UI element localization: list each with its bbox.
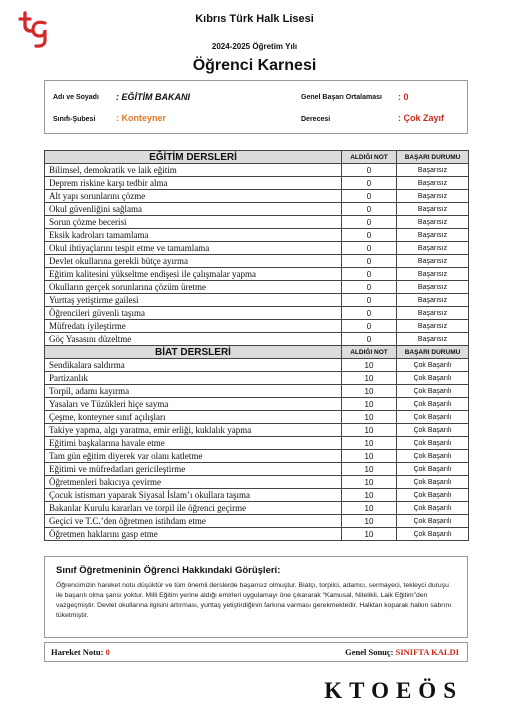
grade-value: 10 <box>342 398 397 411</box>
table-row <box>45 229 469 242</box>
status-value: Çok Başarılı <box>397 437 469 450</box>
result-label: Genel Sonuç: <box>345 647 394 657</box>
subject-name: Öğretmenleri bakıcıya çevirme <box>45 476 342 489</box>
table-row <box>45 385 469 398</box>
status-value: Çok Başarılı <box>397 411 469 424</box>
status-value: Çok Başarılı <box>397 489 469 502</box>
grade-value: 0 <box>342 255 397 268</box>
status-value: Çok Başarılı <box>397 359 469 372</box>
status-column-header: BAŞARI DURUMU <box>397 151 469 164</box>
table-row <box>45 333 469 346</box>
table-row <box>45 294 469 307</box>
status-value: Başarısız <box>397 242 469 255</box>
grade-column-header: ALDIĞI NOT <box>342 346 397 359</box>
status-value: Başarısız <box>397 294 469 307</box>
table-row <box>45 398 469 411</box>
subject-name: Çocuk istismarı yaparak Siyasal İslam’ı okullara taşıma <box>45 489 342 502</box>
status-column-header: BAŞARI DURUMU <box>397 346 469 359</box>
grade-value: 10 <box>342 502 397 515</box>
overall-result <box>345 647 459 657</box>
subject-name: Torpil, adamı kayırma <box>45 385 342 398</box>
table-row <box>45 242 469 255</box>
table-row <box>45 372 469 385</box>
subject-name: Eğitimi ve müfredatları gericileştirme <box>45 463 342 476</box>
subject-name: Öğretmen haklarını gasp etme <box>45 528 342 541</box>
subject-name: Tam gün eğitim diyerek var olanı katletme <box>45 450 342 463</box>
grade-value: 10 <box>342 528 397 541</box>
degree-value: : Çok Zayıf <box>398 113 445 123</box>
table-row <box>45 307 469 320</box>
status-value: Çok Başarılı <box>397 398 469 411</box>
grade-value: 10 <box>342 437 397 450</box>
subject-name: Sorun çözme becerisi <box>45 216 342 229</box>
teacher-opinion-box <box>44 556 468 638</box>
status-value: Çok Başarılı <box>397 515 469 528</box>
status-value: Başarısız <box>397 216 469 229</box>
grade-value: 10 <box>342 411 397 424</box>
academic-year: 2024-2025 Öğretim Yılı <box>211 42 298 51</box>
grade-value: 10 <box>342 359 397 372</box>
status-value: Başarısız <box>397 333 469 346</box>
subject-name: Eğitimi başkalarına havale etme <box>45 437 342 450</box>
status-value: Başarısız <box>397 177 469 190</box>
subject-name: Okul güvenliğini sağlama <box>45 203 342 216</box>
page-title: Öğrenci Karnesi <box>192 57 317 74</box>
status-value: Başarısız <box>397 203 469 216</box>
section-title: EĞİTİM DERSLERİ <box>45 151 342 164</box>
grade-value: 10 <box>342 476 397 489</box>
subject-name: Deprem riskine karşı tedbir alma <box>45 177 342 190</box>
class-label: Sınıfı-Şubesi <box>53 116 96 123</box>
subject-name: Eksik kadroları tamamlama <box>45 229 342 242</box>
status-value: Çok Başarılı <box>397 424 469 437</box>
status-value: Başarısız <box>397 268 469 281</box>
grade-value: 0 <box>342 203 397 216</box>
table-row <box>45 281 469 294</box>
table-row <box>45 255 469 268</box>
section-title: BİAT DERSLERİ <box>45 346 342 359</box>
grade-value: 10 <box>342 372 397 385</box>
subject-name: Geçici ve T.C.’den öğretmen istihdam etme <box>45 515 342 528</box>
gpa-label: Genel Başarı Ortalaması <box>301 94 382 101</box>
table-row <box>45 489 469 502</box>
status-value: Başarısız <box>397 229 469 242</box>
name-label: Adı ve Soyadı <box>53 94 99 101</box>
status-value: Başarısız <box>397 164 469 177</box>
opinion-title: Sınıf Öğretmeninin Öğrenci Hakkındaki Görüşleri: <box>56 565 281 576</box>
status-value: Çok Başarılı <box>397 476 469 489</box>
status-value: Çok Başarılı <box>397 528 469 541</box>
subject-name: Göç Yasasını düzeltme <box>45 333 342 346</box>
table-row <box>45 450 469 463</box>
grade-value: 10 <box>342 424 397 437</box>
subject-name: Yurttaş yetiştirme gailesi <box>45 294 342 307</box>
table-row <box>45 476 469 489</box>
grade-column-header: ALDIĞI NOT <box>342 151 397 164</box>
grade-value: 0 <box>342 307 397 320</box>
subject-name: Partizanlık <box>45 372 342 385</box>
table-row <box>45 515 469 528</box>
grade-value: 10 <box>342 515 397 528</box>
grade-value: 0 <box>342 164 397 177</box>
result-value: SINIFTA KALDI <box>395 647 459 657</box>
grade-value: 0 <box>342 190 397 203</box>
status-value: Çok Başarılı <box>397 463 469 476</box>
student-info-box <box>44 80 468 134</box>
grade-value: 10 <box>342 450 397 463</box>
table-row <box>45 437 469 450</box>
table-row <box>45 528 469 541</box>
table-row <box>45 320 469 333</box>
status-value: Başarısız <box>397 255 469 268</box>
grade-value: 10 <box>342 463 397 476</box>
subject-name: Bakanlar Kurulu kararları ve torpil ile öğrenci geçirme <box>45 502 342 515</box>
conduct-label: Hareket Notu: <box>51 647 104 657</box>
subject-name: Bilimsel, demokratik ve laik eğitim <box>45 164 342 177</box>
subject-name: Müfredatı iyileştirme <box>45 320 342 333</box>
school-name: Kıbrıs Türk Halk Lisesi <box>195 13 314 25</box>
subject-name: Eğitim kalitesini yükseltme endişesi ile çalışmalar yapma <box>45 268 342 281</box>
status-value: Başarısız <box>397 320 469 333</box>
conduct-grade <box>51 647 110 657</box>
table-row <box>45 424 469 437</box>
subject-name: Öğrencileri güvenli taşıma <box>45 307 342 320</box>
status-value: Çok Başarılı <box>397 502 469 515</box>
degree-label: Derecesi <box>301 116 331 123</box>
grade-value: 0 <box>342 216 397 229</box>
table-row <box>45 164 469 177</box>
status-value: Başarısız <box>397 307 469 320</box>
grade-value: 0 <box>342 294 397 307</box>
subject-name: Okul ihtiyaçlarını tespit etme ve tamamlama <box>45 242 342 255</box>
subject-name: Devlet okullarına gerekli bütçe ayırma <box>45 255 342 268</box>
class-value: : Konteyner <box>116 113 167 123</box>
table-row <box>45 177 469 190</box>
opinion-text: Öğrencimizin hareket notu düşüktür ve tüm önemli derslerde başarısız olmuştur. Biatçı, torpilci, adamcı, sermayeci, tekleyci duruşu ile başarılı olma şansı yoktur. Milli Eğitim yerine aldığı emirleri uygulamayı öne çıkararak “Kamusal, Nitelikli, Laik Eğitim”den vazgeçmiştir. Devlet okullarına ilgisini artırması, yurttaş yetiştirdiğinin farkına varması gerekmektedir. Halktan koparak halkın sabrını tüketmiştir. <box>56 582 452 619</box>
grades-table <box>44 150 469 541</box>
status-value: Çok Başarılı <box>397 372 469 385</box>
footer-box <box>44 642 468 662</box>
table-row <box>45 359 469 372</box>
grade-value: 0 <box>342 229 397 242</box>
status-value: Başarısız <box>397 190 469 203</box>
table-row <box>45 411 469 424</box>
grade-value: 0 <box>342 242 397 255</box>
gpa-value: : 0 <box>398 92 409 102</box>
status-value: Başarısız <box>397 281 469 294</box>
subject-name: Çeşme, konteyner sınıf açılışları <box>45 411 342 424</box>
grade-value: 10 <box>342 489 397 502</box>
subject-name: Okulların gerçek sorunlarına çözüm üretme <box>45 281 342 294</box>
grade-value: 0 <box>342 281 397 294</box>
table-row <box>45 502 469 515</box>
student-name: : EĞİTİM BAKANI <box>116 92 190 102</box>
grade-value: 0 <box>342 177 397 190</box>
table-row <box>45 268 469 281</box>
grade-value: 0 <box>342 333 397 346</box>
grade-value: 10 <box>342 385 397 398</box>
status-value: Çok Başarılı <box>397 385 469 398</box>
union-mark: KTOEÖS <box>324 678 463 703</box>
grade-value: 0 <box>342 268 397 281</box>
table-row <box>45 203 469 216</box>
table-row <box>45 190 469 203</box>
section-header-row <box>45 346 469 359</box>
conduct-value: 0 <box>105 647 110 657</box>
table-row <box>45 216 469 229</box>
subject-name: Sendikalara saldırma <box>45 359 342 372</box>
status-value: Çok Başarılı <box>397 450 469 463</box>
subject-name: Yasaları ve Tüzükleri hiçe sayma <box>45 398 342 411</box>
section-header-row <box>45 151 469 164</box>
subject-name: Alt yapı sorunlarını çözme <box>45 190 342 203</box>
grade-value: 0 <box>342 320 397 333</box>
subject-name: Takiye yapma, algı yaratma, emir erliği, kuklalık yapma <box>45 424 342 437</box>
table-row <box>45 463 469 476</box>
